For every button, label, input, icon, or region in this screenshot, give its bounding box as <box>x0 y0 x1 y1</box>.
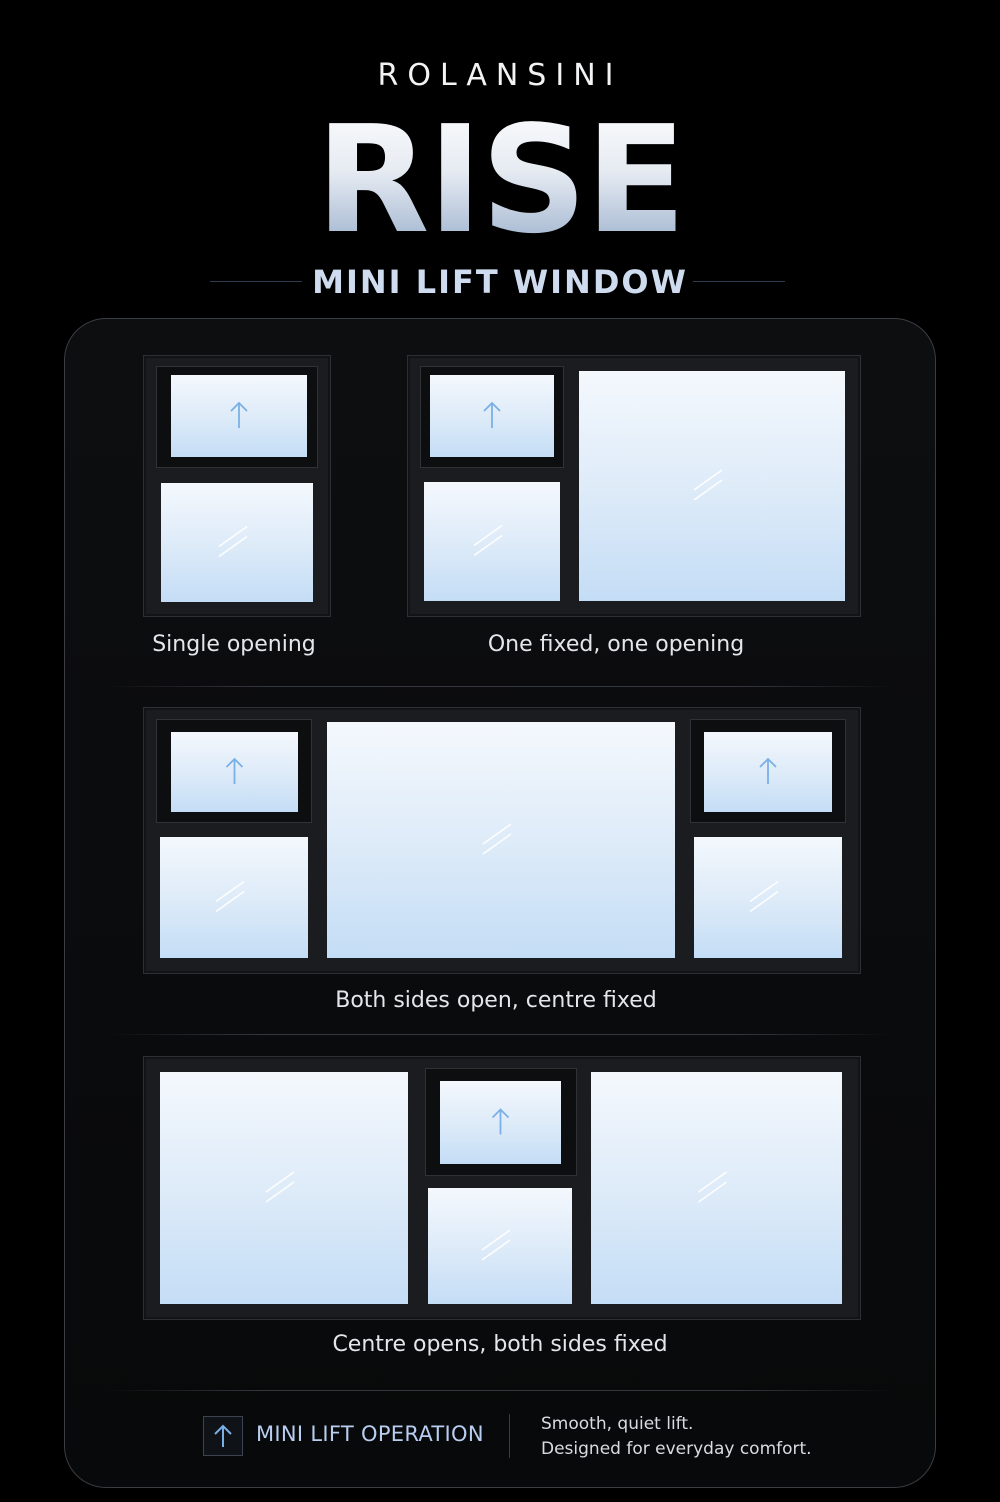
glass-glare-icon <box>160 1072 408 1304</box>
glass-glare-icon <box>327 722 675 958</box>
large-fixed-pane <box>327 722 675 958</box>
section-divider <box>106 1034 894 1035</box>
caption-single-opening: Single opening <box>152 632 316 657</box>
arrow-up-icon <box>440 1081 561 1164</box>
arrow-up-icon <box>171 732 298 812</box>
large-fixed-pane <box>591 1072 842 1304</box>
caption-both-sides-open: Both sides open, centre fixed <box>335 988 657 1013</box>
footer-description-line1: Smooth, quiet lift. <box>541 1414 694 1434</box>
lift-pane <box>171 732 298 812</box>
large-fixed-pane <box>579 371 845 601</box>
product-title-text: RISE <box>315 94 685 266</box>
glass-glare-icon <box>161 483 313 602</box>
section-divider <box>106 1390 894 1391</box>
fixed-pane <box>161 483 313 602</box>
lift-pane <box>704 732 832 812</box>
fixed-pane <box>424 482 560 601</box>
glass-glare-icon <box>160 837 308 958</box>
arrow-up-icon <box>203 1416 243 1456</box>
footer-separator <box>509 1414 510 1458</box>
section-divider <box>106 686 894 687</box>
glass-glare-icon <box>424 482 560 601</box>
subtitle-row <box>0 262 1000 302</box>
lift-pane <box>430 375 554 457</box>
brand-name: ROLANSINI <box>377 58 623 93</box>
subtitle: MINI LIFT WINDOW <box>312 263 688 301</box>
lift-pane <box>440 1081 561 1164</box>
caption-centre-opens: Centre opens, both sides fixed <box>332 1332 668 1357</box>
arrow-up-icon <box>171 375 307 457</box>
arrow-up-icon <box>704 732 832 812</box>
fixed-pane <box>160 837 308 958</box>
footer-description-line2: Designed for everyday comfort. <box>541 1439 812 1459</box>
lift-pane <box>171 375 307 457</box>
mini-lift-operation-label: MINI LIFT OPERATION <box>256 1422 484 1446</box>
caption-one-fixed-one-opening: One fixed, one opening <box>487 632 745 657</box>
arrow-up-icon <box>430 375 554 457</box>
product-title <box>0 94 1000 266</box>
glass-glare-icon <box>579 371 845 601</box>
glass-glare-icon <box>591 1072 842 1304</box>
fixed-pane <box>428 1188 572 1304</box>
subtitle-line-right <box>693 281 785 282</box>
glass-glare-icon <box>428 1188 572 1304</box>
fixed-pane <box>694 837 842 958</box>
glass-glare-icon <box>694 837 842 958</box>
large-fixed-pane <box>160 1072 408 1304</box>
